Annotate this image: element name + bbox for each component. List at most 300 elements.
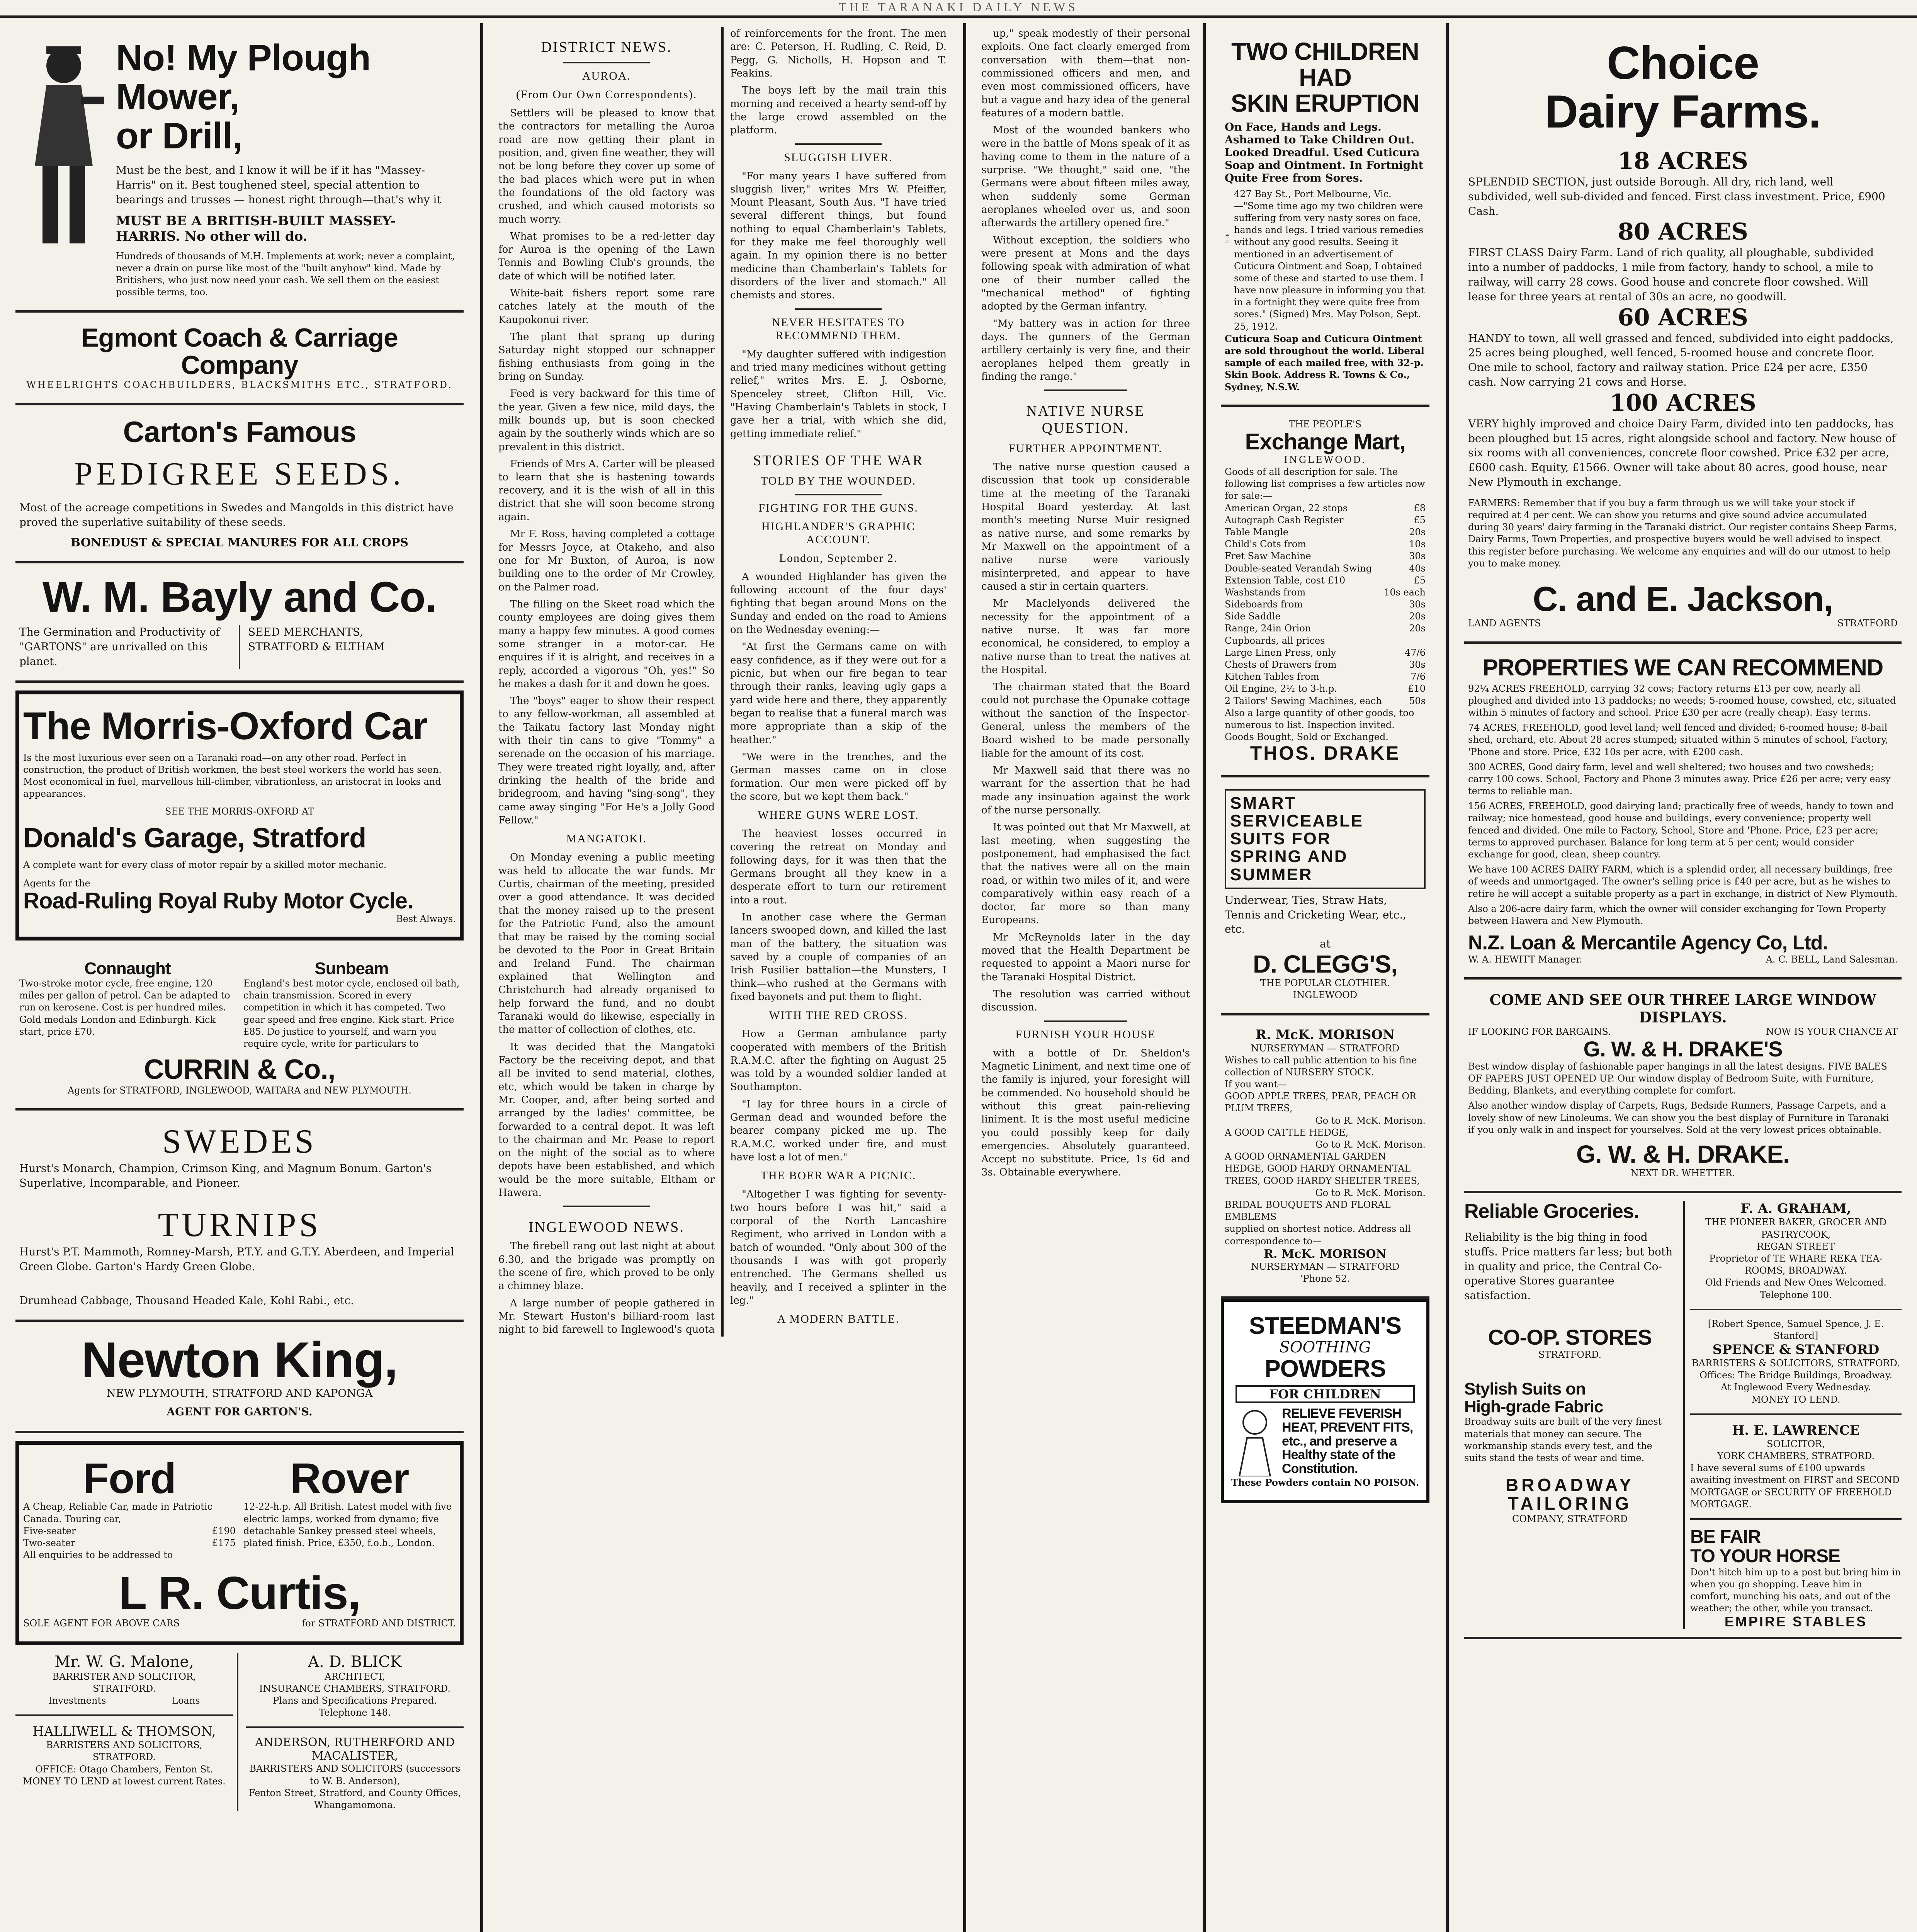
acres-80-body: FIRST CLASS Dairy Farm. Land of rich quality, all ploughable, subdivided into a number of paddocks, 1 mile from factory, handy to school, a mile to railway, will carry 28 cows. Good house and concrete floor cowshed. Will lease for three years at rental of 30s an acre, no goodwill. bbox=[1468, 246, 1874, 303]
cuticura-title-1: TWO CHILDREN HAD bbox=[1231, 37, 1419, 92]
news-columns bbox=[498, 27, 947, 1337]
malone-loans: Loans bbox=[172, 1695, 200, 1706]
garton-ad bbox=[15, 405, 464, 563]
bayly-left: The Germination and Productivity of "GARTONS" are unrivalled on this planet. bbox=[19, 626, 220, 668]
coop-town: STRATFORD. bbox=[1538, 1349, 1601, 1360]
curtis-left: SOLE AGENT FOR ABOVE CARS bbox=[23, 1618, 180, 1629]
mart-item-row bbox=[1225, 526, 1426, 538]
mart-item-price: 50s bbox=[1409, 695, 1426, 706]
modern-battle-heading: A MODERN BATTLE. bbox=[777, 1313, 900, 1326]
mart-item-name: 2 Tailors' Sewing Machines, each bbox=[1225, 695, 1382, 706]
property-listing: 74 ACRES, FREEHOLD, good level land; well fenced and divided; 6-roomed house; 8-bail shed, orchard, etc. About 28 acres stumped; situated within 5 minutes of school, Factory, 'Phone and store. Price, £32 10s per acre, with £200 cash. bbox=[1468, 722, 1888, 757]
mart-foot: Also a large quantity of other goods, too numerous to list. Inspection invited. Goods Bought, Sold or Exchanged. bbox=[1225, 707, 1414, 743]
egmont-name: Egmont Coach & Carriage Company bbox=[81, 323, 398, 380]
tailoring-name: TAILORING bbox=[1507, 1493, 1632, 1514]
anderson-line: Fenton Street, Stratford, and County Offices, Whangamomona. bbox=[248, 1787, 461, 1810]
fighting-heading: FIGHTING FOR THE GUNS. bbox=[758, 501, 918, 514]
news-paragraph: Settlers will be pleased to know that the contractors for metalling the Auroa road are now getting their plant in position, and, given fine weather, they will not be long before they cover up some of the bad places which were put in when the foundations of the old factory was crushed, and which caused motorists so much worry. bbox=[498, 107, 715, 225]
ford-five-price: £190 bbox=[212, 1525, 236, 1536]
child-figure-icon bbox=[1228, 1407, 1282, 1476]
morris-garage: Donald's Garage, Stratford bbox=[23, 822, 366, 854]
halliwell-sub: BARRISTERS AND SOLICITORS, STRATFORD. bbox=[46, 1740, 202, 1763]
mart-item-name: Extension Table, cost £10 bbox=[1225, 575, 1346, 586]
mart-town: INGLEWOOD. bbox=[1284, 454, 1366, 465]
bayly-name: W. M. Bayly and Co. bbox=[42, 573, 437, 621]
mart-item-name: Kitchen Tables from bbox=[1225, 671, 1319, 682]
garton-body: Most of the acreage competitions in Swedes and Mangolds in this district have proved the superlative suitability of these seeds. bbox=[19, 501, 454, 529]
morris-always: Best Always. bbox=[396, 913, 456, 924]
column-news bbox=[483, 27, 962, 1932]
news-paragraph: It was decided that the Mangatoki Factory be the receiving depot, and that all be invited to send material, clothes, etc, which would be taken in charge by Mr. Cooper, and, after being sorted and arranged by the ladies' committee, be forwarded to a central depot. It was left to the chairman and Mr. Pease to report on the night of the social as to where depots have been established, and which would be the more suitable, Eltham or Hawera. bbox=[498, 1041, 715, 1199]
newton-king-ad bbox=[15, 1322, 464, 1433]
spence-head: [Robert Spence, Samuel Spence, J. E. Stanford] bbox=[1708, 1318, 1884, 1341]
smart-line: SERVICEABLE bbox=[1230, 811, 1364, 831]
ford-two-label: Two-seater bbox=[23, 1537, 75, 1548]
lawrence-sub: SOLICITOR, bbox=[1767, 1438, 1825, 1449]
woman-portrait-icon bbox=[1225, 188, 1230, 289]
morison-goto: Go to R. McK. Morison. bbox=[1315, 1115, 1426, 1126]
rover-ad bbox=[243, 1456, 456, 1561]
dairy-title-2: Dairy Farms. bbox=[1545, 86, 1821, 138]
lawrence-name: H. E. LAWRENCE bbox=[1732, 1422, 1860, 1438]
news-paragraph: A wounded Highlander has given the following account of the four days' fighting that began around Mons on the Sunday and ended on the road to Amiens on the Wednesday evening:— bbox=[730, 571, 947, 636]
morison-goto: supplied on shortest notice. Address all correspondence to— bbox=[1225, 1223, 1411, 1247]
mart-lead: Goods of all description for sale. The following list comprises a few articles now for sale:— bbox=[1225, 466, 1425, 502]
rover-body: 12-22-h.p. All British. Latest model with five electric lamps, worked from dynamo; five detachable Sankey pressed steel wheels, plated finish. Price, £350, f.o.b., London. bbox=[243, 1501, 452, 1548]
mart-item-price: 30s bbox=[1409, 599, 1426, 610]
graham-line: THE PIONEER BAKER, GROCER AND PASTRYCOOK, bbox=[1705, 1217, 1886, 1240]
garton-footer: BONEDUST & SPECIAL MANURES FOR ALL CROPS bbox=[70, 536, 409, 549]
drumhead-line: Drumhead Cabbage, Thousand Headed Kale, Kohl Rabi., etc. bbox=[19, 1294, 354, 1307]
exchange-mart-ad bbox=[1221, 407, 1429, 777]
guns-lost-heading: WHERE GUNS WERE LOST. bbox=[758, 809, 919, 822]
mart-item-name: Sideboards from bbox=[1225, 599, 1303, 610]
steedman-for: FOR CHILDREN bbox=[1236, 1385, 1415, 1403]
spence-office: Offices: The Bridge Buildings, Broadway. bbox=[1699, 1370, 1892, 1381]
news-paragraph: Mr Maxwell said that there was no warrant for the assertion that he had made any insinuation against the work of the nurse personally. bbox=[981, 765, 1190, 816]
mart-item-row bbox=[1225, 599, 1426, 611]
acres-100: 100 ACRES bbox=[1609, 389, 1756, 417]
mart-item-row bbox=[1225, 622, 1426, 634]
news-paragraph: "At first the Germans came on with easy confidence, as if they were out for a picnic, but when our fire began to tear through their ranks, leaving ugly gaps a yard wide here and there, they apparently began to realise that a funeral march was more appropriate than a skip of the heather." bbox=[730, 641, 947, 746]
mart-item-name: Autograph Cash Register bbox=[1225, 514, 1344, 526]
property-listing: We have 100 ACRES DAIRY FARM, which is a splendid order, all necessary buildings, free of weeds and unmortgaged. The owner's selling price is £40 per acre, but as he wishes to retire he will accept a suitable property as a part in exchange, in district of New Plymouth. bbox=[1468, 864, 1898, 899]
mart-item-price: 10s bbox=[1409, 539, 1426, 550]
clegg-ad bbox=[1221, 777, 1429, 1015]
plough-must: MUST BE A BRITISH-BUILT MASSEY-HARRIS. No other will do. bbox=[116, 213, 396, 244]
mart-item-name: Double-seated Verandah Swing bbox=[1225, 563, 1372, 574]
mart-item-price: 47/6 bbox=[1405, 647, 1426, 658]
professional-cards bbox=[15, 1653, 464, 1811]
morison-item: A GOOD ORNAMENTAL GARDEN HEDGE, GOOD HARDY ORNAMENTAL TREES, GOOD HARDY SHELTER TREES, bbox=[1225, 1151, 1420, 1186]
smart-at: at bbox=[1320, 937, 1331, 951]
acres-18-body: SPLENDID SECTION, just outside Borough. All dry, rich land, well subdivided, well sub-divided and fenced. First class investment. Price, £900 Cash. bbox=[1468, 175, 1885, 218]
morris-repair: A complete want for every class of motor repair by a skilled motor mechanic. bbox=[23, 859, 387, 871]
morris-see: SEE THE MORRIS-OXFORD AT bbox=[165, 806, 314, 817]
morris-agents: Agents for the bbox=[23, 878, 90, 889]
property-listing: 156 ACRES, FREEHOLD, good dairying land; practically free of weeds, handy to town and railway; nice homestead, good house and buildings, every convenience; property well fenced and divided. One mile to Factory, School, Store and 'Phone. Price, £23 per acre; terms to approved purchaser. Balance for long term at 5 per cent; would consider exchange for good, clean, sheep country. bbox=[1468, 801, 1894, 860]
plough-ad bbox=[15, 27, 464, 313]
mart-item-name: Range, 24in Orion bbox=[1225, 623, 1311, 634]
morison-item: BRIDAL BOUQUETS AND FLORAL EMBLEMS bbox=[1225, 1199, 1391, 1223]
news-paragraph: The filling on the Skeet road which the county employees are doing gives them many a happy few minutes. A good comes some stranger in a motor-car. He enquires if it is alright, and receives in a reply, accorded a vigorous "Oh, yes!" So he makes a dash for it and down he goes. bbox=[498, 598, 715, 690]
stylish-title-2: High-grade Fabric bbox=[1464, 1397, 1603, 1417]
news-paragraph: Mr F. Ross, having completed a cottage for Messrs Joyce, at Otakeho, and also one for Mr Buxton, of Auroa, is now building one to the order of Mr Crowley, on the Palmer road. bbox=[498, 528, 715, 593]
sunbeam-ad bbox=[243, 960, 460, 1050]
inglewood-news-heading: INGLEWOOD NEWS. bbox=[529, 1219, 685, 1236]
smart-line: SUITS FOR bbox=[1230, 829, 1331, 849]
swedes-title: SWEDES bbox=[162, 1122, 317, 1160]
mart-item-price: 20s bbox=[1409, 526, 1426, 537]
morris-title: The Morris-Oxford Car bbox=[23, 704, 427, 748]
currin-name: CURRIN & Co., bbox=[144, 1054, 335, 1085]
drake-ad bbox=[1464, 980, 1902, 1193]
curtis-name: L R. Curtis, bbox=[119, 1567, 360, 1619]
mart-item-row bbox=[1225, 647, 1426, 659]
mart-item-name: Washstands from bbox=[1225, 587, 1306, 598]
drake-next: NEXT DR. WHETTER. bbox=[1630, 1168, 1735, 1179]
news-paragraph: "My daughter suffered with indigestion and tried many medicines without getting relief," writes Mrs. E. J. Osborne, Spenceley street, Clifton Hill, Vic. "Having Chamberlain's Tablets in stock, I gave her a trial, with which she did, getting immediate relief." bbox=[730, 348, 947, 440]
cuticura-ad bbox=[1221, 27, 1429, 407]
spence-ing: At Inglewood Every Wednesday. bbox=[1721, 1382, 1871, 1393]
news-paragraph: Mr Maclelyonds delivered the necessity for the appointment of a native nurse. It was far more economical, he considered, to employ a native nurse than to treat the natives at the Hospital. bbox=[981, 598, 1190, 676]
acres-18: 18 ACRES bbox=[1618, 148, 1748, 175]
steedman-foot: These Powders contain NO POISON. bbox=[1231, 1477, 1419, 1488]
smart-line: SPRING AND bbox=[1230, 847, 1348, 866]
properties-ad bbox=[1464, 644, 1902, 980]
news-paragraph: Mr McReynolds later in the day moved that the Health Department be requested to appoint a Maori nurse for the Taranaki Hospital District. bbox=[981, 931, 1190, 983]
morison-phone: 'Phone 52. bbox=[1300, 1273, 1350, 1284]
mart-item-row bbox=[1225, 538, 1426, 550]
malone-sub: BARRISTER AND SOLICITOR, bbox=[52, 1671, 196, 1682]
blick-line: INSURANCE CHAMBERS, STRATFORD. bbox=[259, 1683, 451, 1694]
mart-item-row bbox=[1225, 635, 1426, 647]
mart-item-price: 30s bbox=[1409, 659, 1426, 670]
property-listing: 92¼ ACRES FREEHOLD, carrying 32 cows; Factory returns £13 per cow, nearly all ploughed and divided into 13 paddocks; no weeds; 5-roomed house, cowshed, etc, situated within 5 minutes of factory and school. Price £30 per acre (really cheap). Easy terms. bbox=[1468, 683, 1896, 718]
news-paragraph: "My battery was in action for three days. The gunners of the German artillery certainly is very fine, and their aeroplanes helped them greatly in finding the range." bbox=[981, 318, 1190, 383]
rover-name: Rover bbox=[290, 1454, 409, 1502]
war-stories-heading: STORIES OF THE WAR bbox=[753, 452, 924, 469]
news-paragraph: "Altogether I was fighting for seventy-two hours before I was hit," said a corporal of the North Lancashire Regiment, who arrived in London with a batch of wounded. "Only about 300 of the thousands I was with got properly entrenched. The Germans shelled us heavily, and I received a splinter in the leg." bbox=[730, 1189, 947, 1306]
masthead: THE TARANAKI DAILY NEWS bbox=[0, 0, 1917, 18]
curtis-right: for STRATFORD AND DISTRICT. bbox=[302, 1618, 456, 1629]
smart-line: SUMMER bbox=[1230, 865, 1313, 884]
news-paragraph: The heaviest losses occurred in covering the retreat on Monday and following days, for it was then that the Germans brought all they knew in a desperate effort to turn our retirement into a rout. bbox=[730, 828, 947, 906]
mart-item-row bbox=[1225, 575, 1426, 587]
mart-item-row bbox=[1225, 514, 1426, 526]
further-appointment: FURTHER APPOINTMENT. bbox=[1009, 442, 1162, 455]
morison-name-2: R. McK. MORISON bbox=[1264, 1247, 1387, 1261]
halliwell-money: MONEY TO LEND at lowest current Rates. bbox=[23, 1776, 226, 1787]
news-paragraph: The firebell rang out last night at about 6.30, and the brigade was promptly on the scene of fire, which proved to be only a chimney blaze. bbox=[498, 1240, 715, 1292]
farmers-note: FARMERS: Remember that if you buy a farm through us we will take your stock if required at 4 per cent. We can show you returns and give sound advice accumulated during 30 years' dairy farming in the Taranaki district. Our register contains Sheep Farms, Dairy Farms, Town Properties, and prospective buyers would be well advised to inspect this register before purchasing. We welcome any enquiries and will do our utmost to help you to make money. bbox=[1468, 497, 1897, 569]
grocery-body: Reliability is the big thing in food stuffs. Price matters far less; but both in quality and price, the Central Co-operative Stores guarantee satisfaction. bbox=[1464, 1230, 1673, 1302]
swedes-body: Hurst's Monarch, Champion, Crimson King, and Magnum Bonum. Garton's Superlative, Incomparable, and Pioneer. bbox=[19, 1162, 432, 1189]
morison-if: If you want— bbox=[1225, 1079, 1287, 1090]
news-paragraph: In another case where the German lancers swooped down, and killed the last man of the battery, the situation was saved by a couple of companies of an Irish Fusilier battalion—the Munsters, I think—who rushed at the Germans with fixed bayonets and put them to flight. bbox=[730, 912, 947, 1003]
plough-footer: Hundreds of thousands of M.H. Implements at work; never a complaint, never a drain on purse like most of the "built anyhow" kind. Made by Britishers, who just now need your cash. We sell them on the easiest possible terms, too. bbox=[116, 250, 455, 298]
news-paragraph: How a German ambulance party cooperated with members of the British R.A.M.C. after the fighting on August 25 was told by a wounded soldier landed at Southampton. bbox=[730, 1028, 947, 1093]
news-paragraph: The boys left by the mail train this morning and received a hearty send-off by the large crowd assembled on the platform. bbox=[730, 85, 947, 136]
graham-line: Old Friends and New Ones Welcomed. bbox=[1705, 1277, 1886, 1288]
drake-if: IF LOOKING FOR BARGAINS. bbox=[1468, 1026, 1611, 1037]
anderson-sub: BARRISTERS AND SOLICITORS (successors to W. B. Anderson), bbox=[249, 1763, 461, 1786]
news-paragraph: with a bottle of Dr. Sheldon's Magnetic Liniment, and next time one of the family is injured, your foresight will be commended. No household should be without this great pain-relieving liniment. It is the most useful medicine you could possibly keep for daily emergencies. Absolutely guaranteed. Accept no substitute. Price, 1s 6d and 3s. Obtainable everywhere. bbox=[981, 1047, 1190, 1179]
graham-line: Proprietor of TE WHARE REKA TEA-ROOMS, BROADWAY. bbox=[1709, 1253, 1883, 1276]
nz-manager: W. A. HEWITT Manager. bbox=[1468, 954, 1582, 965]
mart-item-price: 10s each bbox=[1384, 587, 1426, 598]
morison-ad bbox=[1221, 1015, 1429, 1299]
blick-tel: Telephone 148. bbox=[319, 1707, 391, 1718]
mart-item-price: 20s bbox=[1409, 623, 1426, 634]
ford-ad bbox=[23, 1456, 236, 1561]
mart-item-name: Oil Engine, 2½ to 3-h.p. bbox=[1225, 683, 1337, 694]
steedman-ad bbox=[1221, 1299, 1429, 1503]
ford-five-label: Five-seater bbox=[23, 1525, 76, 1536]
acres-60: 60 ACRES bbox=[1618, 304, 1748, 331]
fair-title-2: TO YOUR HORSE bbox=[1690, 1546, 1840, 1567]
ford-enquiries: All enquiries to be addressed to bbox=[23, 1549, 173, 1561]
red-cross-heading: WITH THE RED CROSS. bbox=[769, 1009, 908, 1022]
news-paragraph: Without exception, the soldiers who were present at Mons and the days following speak with admiration of what one of their number called the "mechanical method" of fighting adopted by the German infantry. bbox=[981, 234, 1190, 313]
ford-name: Ford bbox=[83, 1454, 176, 1502]
acres-60-body: HANDY to town, all well grassed and fenced, subdivided into eight paddocks, 25 acres being ploughed, well fenced, 5-roomed house and concrete floor. One mile to school, factory and railway station. Price £24 per acre, £350 cash. Now carrying 21 cows and Horse. bbox=[1468, 332, 1894, 388]
dateline: London, September 2. bbox=[779, 551, 898, 565]
mangatoki-heading: MANGATOKI. bbox=[566, 832, 647, 845]
mart-item-name: American Organ, 22 stops bbox=[1225, 502, 1348, 514]
mart-item-name: Table Mangle bbox=[1225, 526, 1288, 537]
mart-item-row bbox=[1225, 587, 1426, 599]
native-nurse-heading: NATIVE NURSE QUESTION. bbox=[1026, 403, 1145, 437]
drake-name-2: G. W. & H. DRAKE. bbox=[1576, 1140, 1790, 1168]
steedman-relieve: RELIEVE FEVERISH HEAT, PREVENT FITS, etc., and preserve a Healthy state of the Constitution. bbox=[1282, 1406, 1413, 1476]
mart-item-name: Fret Saw Machine bbox=[1225, 551, 1311, 562]
news-paragraph: It was pointed out that Mr Maxwell, at last meeting, when suggesting the postponement, had emphasised the fact that the natives were all on the main road, or within two miles of it, and were comparatively within easy reach of a doctor, far more so than many Europeans. bbox=[981, 821, 1190, 926]
connaught-title: Connaught bbox=[84, 959, 171, 978]
cuticura-title-2: SKIN ERUPTION bbox=[1230, 89, 1420, 117]
mart-item-price: 20s bbox=[1409, 611, 1426, 622]
grocery-title: Reliable Groceries. bbox=[1464, 1200, 1639, 1223]
bayly-right-1: SEED MERCHANTS, bbox=[248, 626, 363, 639]
empire-name: EMPIRE STABLES bbox=[1724, 1614, 1868, 1630]
grocery-ad bbox=[1464, 1201, 1676, 1629]
currin-sub: Agents for STRATFORD, INGLEWOOD, WAITARA and NEW PLYMOUTH. bbox=[67, 1085, 412, 1096]
connaught-ad bbox=[19, 960, 236, 1050]
bayly-right-2: STRATFORD & ELTHAM bbox=[248, 640, 385, 653]
garton-title: Carton's Famous bbox=[123, 415, 356, 449]
mart-item-price: £5 bbox=[1414, 514, 1426, 526]
turnips-title: TURNIPS bbox=[158, 1206, 321, 1244]
news-paragraph: "I lay for three hours in a circle of German dead and wounded before the bearer company picked me up. The R.A.M.C. worked under fire, and must have lost a lot of men." bbox=[730, 1098, 947, 1163]
news-paragraph: The "boys" eager to show their respect to any fellow-workman, all assembled at the Taikatu factory last Monday night with their tin cans to give "Tommy" a serenade on the occasion of his marriage. They were treated right loyally, and, after drinking the health of the bride and bridegroom, and having "sing-song", they came away singing "For He's a Jolly Good Fellow." bbox=[498, 695, 715, 826]
morison-wishes: Wishes to call public attention to his fine collection of NURSERY STOCK. bbox=[1225, 1054, 1417, 1078]
mart-item-price: £10 bbox=[1408, 683, 1426, 694]
never-heading: NEVER HESITATES TO RECOMMEND THEM. bbox=[772, 316, 905, 342]
turnips-body: Hurst's P.T. Mammoth, Romney-Marsh, P.T.Y. and G.T.Y. Aberdeen, and Imperial Green Globe. Garton's Hardy Green Globe. bbox=[19, 1245, 454, 1273]
drake-name: G. W. & H. DRAKE'S bbox=[1583, 1037, 1783, 1061]
smart-list: Underwear, Ties, Straw Hats, Tennis and Cricketing Wear, etc., etc. bbox=[1225, 893, 1407, 936]
news-paragraph: Friends of Mrs A. Carter will be pleased to learn that she is hastening towards recovery, and it is the wish of all in this district that she will soon become strong again. bbox=[498, 458, 715, 523]
mart-item-price: 7/6 bbox=[1411, 671, 1426, 682]
stylish-body: Broadway suits are built of the very finest materials that money can secure. The workmanship stands every test, and the suits stand the tests of wear and time. bbox=[1464, 1416, 1662, 1463]
mart-item-row bbox=[1225, 611, 1426, 622]
morison-item: GOOD APPLE TREES, PEAR, PEACH OR PLUM TREES, bbox=[1225, 1091, 1417, 1114]
mart-item-row bbox=[1225, 683, 1426, 695]
lawrence-line: YORK CHAMBERS, STRATFORD. bbox=[1717, 1451, 1875, 1462]
fair-title-1: BE FAIR bbox=[1690, 1526, 1761, 1547]
morison-goto: Go to R. McK. Morison. bbox=[1315, 1139, 1426, 1150]
clegg-name: D. CLEGG'S, bbox=[1253, 950, 1398, 978]
property-listing: 300 ACRES, Good dairy farm, level and well sheltered; two houses and two cowsheds; carry 100 cows. School, Factory and Phone 3 minutes away. Price £26 per acre; very easy terms to reliable man. bbox=[1468, 761, 1891, 797]
mart-item-row bbox=[1225, 550, 1426, 562]
drake-body: Best window display of fashionable paper hangings in all the latest designs. FIVE BALES OF PAPERS JUST OPENED UP. Our window display of Bedroom Suite, with Furniture, Bedding, Blankets, and everything complete for comfort. bbox=[1468, 1061, 1887, 1096]
newton-agent: AGENT FOR GARTON'S. bbox=[167, 1405, 313, 1418]
halliwell-name: HALLIWELL & THOMSON, bbox=[32, 1724, 216, 1740]
lawrence-body: I have several sums of £100 upwards awaiting investment on FIRST and SECOND MORTGAGE or SECURITY OF FREEHOLD MORTGAGE. bbox=[1690, 1463, 1900, 1510]
blick-sub: ARCHITECT, bbox=[325, 1671, 385, 1682]
sluggish-heading: SLUGGISH LIVER. bbox=[784, 151, 893, 164]
morison-role: NURSERYMAN — STRATFORD bbox=[1251, 1043, 1400, 1054]
broadway-name: BROADWAY bbox=[1505, 1475, 1635, 1495]
coop-title: CO-OP. STORES bbox=[1488, 1325, 1652, 1349]
jackson-name: C. and E. Jackson, bbox=[1533, 580, 1833, 619]
anderson-name: ANDERSON, RUTHERFORD AND MACALISTER, bbox=[255, 1736, 455, 1763]
cuticura-footer: Cuticura Soap and Cuticura Ointment are sold throughout the world. Liberal sample of each mailed free, with 32-p. Skin Book. Address R. Towns & Co., Sydney, N.S.W. bbox=[1225, 333, 1424, 393]
property-listing: Also a 206-acre dairy farm, which the owner will consider exchanging for Town Property between Hawera and New Plymouth. bbox=[1468, 903, 1886, 926]
jackson-town: STRATFORD bbox=[1837, 618, 1898, 629]
morris-ad bbox=[15, 690, 464, 940]
mart-item-price: £5 bbox=[1414, 575, 1426, 586]
mart-item-price: 30s bbox=[1409, 551, 1426, 562]
mart-item-row bbox=[1225, 659, 1426, 671]
mart-item-list bbox=[1225, 502, 1426, 707]
dairy-farms-ad bbox=[1464, 27, 1902, 644]
news-paragraph: The native nurse question caused a discussion that took up considerable time at the meeting of the Taranaki Hospital Board yesterday. At last month's meeting Nurse Muir resigned as native nurse, and some remarks by Mr Maxwell on the appointment of a native nurse were variously misinterpreted, and appear to have caused a stir in certain quarters. bbox=[981, 461, 1190, 592]
plough-body: Must be the best, and I know it will be if it has "Massey-Harris" on it. Best toughened steel, special attention to bearings and trusses — honest right through—that's why it bbox=[116, 164, 441, 206]
mart-item-name: Cupboards, all prices bbox=[1225, 635, 1325, 646]
graham-tel: Telephone 100. bbox=[1760, 1289, 1832, 1300]
news-paragraph: The resolution was carried without discussion. bbox=[981, 988, 1190, 1014]
cuticura-lead: On Face, Hands and Legs. Ashamed to Take Children Out. Looked Dreadful. Used Cuticura Soap and Ointment. In Fortnight Quite Free from Sores. bbox=[1225, 120, 1424, 184]
ford-two-price: £175 bbox=[212, 1537, 236, 1548]
dairy-title-1: Choice bbox=[1606, 37, 1759, 89]
cuticura-body: 427 Bay St., Port Melbourne, Vic.—"Some time ago my two children were suffering from very nasty sores on face, hands and legs. I tried various remedies without any good results. Seeing it mentioned in an advertisement of Cuticura Ointment and Soap, I obtained some of these and started to use them. I have now pleasure in informing you that in a fortnight they were quite free from sores." (Signed) Mrs. May Polson, Sept. 25, 1912. bbox=[1234, 188, 1425, 332]
malone-investments: Investments bbox=[48, 1695, 106, 1706]
halliwell-office: OFFICE: Otago Chambers, Fenton St. bbox=[35, 1764, 213, 1775]
news-paragraph: What promises to be a red-letter day for Auroa is the opening of the Lawn Tennis and Bowling Club's grounds, the date of which will be notified later. bbox=[498, 230, 715, 282]
farmer-figure-icon bbox=[19, 39, 108, 255]
steedman-soothing: SOOTHING bbox=[1279, 1338, 1371, 1357]
news-paragraph: up," speak modestly of their personal exploits. One fact clearly emerged from conversation with them—that non-commissioned officers and men, and even most commissioned officers, have but a vague and hazy idea of the general features of a modern battle. bbox=[981, 28, 1190, 119]
clegg-town: INGLEWOOD bbox=[1293, 990, 1358, 1001]
stylish-title-1: Stylish Suits on bbox=[1464, 1379, 1586, 1398]
mart-item-price: 40s bbox=[1409, 563, 1426, 574]
fair-body: Don't hitch him up to a post but bring him in when you go shopping. Leave him in comfort, munching his oats, and out of the weather; the other, while you transact. bbox=[1690, 1566, 1901, 1614]
highlander-heading: HIGHLANDER'S GRAPHIC ACCOUNT. bbox=[761, 520, 915, 546]
clegg-sub: THE POPULAR CLOTHIER. bbox=[1260, 978, 1390, 989]
connaught-body: Two-stroke motor cycle, free engine, 120 miles per gallon of petrol. Can be adapted to run on kerosene. Cost is per hundred miles. Gold medals London and Edinburgh. Kick start, price £70. bbox=[19, 978, 230, 1037]
acres-100-body: VERY highly improved and choice Dairy Farm, divided into ten paddocks, has been ploughed but 15 acres, right alongside school and factory. New house of six rooms with all conveniences, concrete floor cowshed. Price £32 per acre, £600 cash. Equity, £1566. Owner will take about 80 acres, good house, near New Plymouth in exchange. bbox=[1468, 417, 1896, 488]
mart-item-name: Chests of Drawers from bbox=[1225, 659, 1337, 670]
news-paragraph: On Monday evening a public meeting was held to allocate the war funds. Mr Curtis, chairman of the meeting, presided over a good attendance. It was decided that the money raised up to the present for the Patriotic Fund, also the amount that may be raised by the coming social be devoted to the Poor in Great Britain and Ireland Fund. The chairman explained that Wellington and Christchurch had already organised to help forward the fund, and no doubt Taranaki would do likewise, especially in the matter of collection of clothes, etc. bbox=[498, 852, 715, 1036]
motorcycle-ads bbox=[15, 948, 464, 1111]
ford-body: A Cheap, Reliable Car, made in Patriotic Canada. Touring car, bbox=[23, 1501, 212, 1524]
plough-headline-2: or Drill, bbox=[116, 115, 243, 156]
jackson-agents: LAND AGENTS bbox=[1468, 618, 1541, 629]
district-news-heading: DISTRICT NEWS. bbox=[541, 39, 672, 55]
drake-body-2: Also another window display of Carpets, Rugs, Bedside Runners, Passage Carpets, and a lovely show of new Linoleums. We can show you the best display of Furniture in Taranaki if you only walk in and inspect for yourselves. Sold at the very lowest prices obtainable. bbox=[1468, 1100, 1889, 1135]
column-rule bbox=[1446, 23, 1449, 1932]
nz-loan-name: N.Z. Loan & Mercantile Agency Co, Ltd. bbox=[1468, 932, 1828, 954]
plough-headline: No! My Plough Mower, bbox=[116, 37, 370, 117]
news-paragraph: "For many years I have suffered from sluggish liver," writes Mrs W. Pfeiffer, Mount Pleasant, South Aus. "I have tried several different things, but found nothing to equal Chamberlain's Tablets, for they make me feel thoroughly well again. In my opinion there is no better medicine than Chamberlain's Tablets for disorders of the liver and stomach." All chemists and stores. bbox=[730, 170, 947, 301]
nz-salesman: A. C. BELL, Land Salesman. bbox=[1766, 954, 1898, 965]
graham-line: REGAN STREET bbox=[1757, 1241, 1835, 1252]
column-ads-right bbox=[1449, 27, 1917, 1932]
swedes-ad bbox=[15, 1111, 464, 1322]
morison-goto: Go to R. McK. Morison. bbox=[1315, 1187, 1426, 1198]
news-paragraph: White-bait fishers report some rare catches lately at the mouth of the Kaupokonui river. bbox=[498, 287, 715, 326]
mart-item-name: Large Linen Press, only bbox=[1225, 647, 1336, 658]
furnish-heading: FURNISH YOUR HOUSE bbox=[1015, 1028, 1156, 1041]
mart-item-row bbox=[1225, 671, 1426, 683]
steedman-title: STEEDMAN'S bbox=[1249, 1313, 1401, 1340]
own-correspondents: (From Our Own Correspondents). bbox=[516, 88, 697, 101]
news-paragraph: The plant that sprang up during Saturday night stopped our schnapper fishing enthusiasts from going in the bring on Sunday. bbox=[498, 331, 715, 383]
grocery-row bbox=[1464, 1193, 1902, 1639]
news-paragraph: A large number of people gathered in Mr. Stewart Huston's billiard-room last night to bid farewell to Inglewood's quota of reinforcements for the front. The men are: C. Peterson, H. Rudling, C. Reid, D. Pegg, G. Nicholls, H. Hopson and T. Feakins. bbox=[498, 28, 947, 1336]
column-ads-mid bbox=[1205, 27, 1445, 1932]
boer-war-heading: THE BOER WAR A PICNIC. bbox=[760, 1169, 916, 1182]
spence-name: SPENCE & STANFORD bbox=[1712, 1342, 1880, 1358]
spence-sub: BARRISTERS & SOLICITORS, STRATFORD. bbox=[1692, 1358, 1900, 1369]
malone-town: STRATFORD. bbox=[93, 1683, 156, 1694]
mart-item-price: £8 bbox=[1414, 502, 1426, 514]
newton-sub: NEW PLYMOUTH, STRATFORD AND KAPONGA bbox=[106, 1387, 373, 1400]
mart-item-row bbox=[1225, 502, 1426, 514]
morris-body: Is the most luxurious ever seen on a Taranaki road—on any other road. Perfect in construction, the product of British workmen, the best steel workers the world has seen. Most economical in fuel, marvellous hill-climber, vibrationless, an aristocrat in looks and appearances. bbox=[23, 752, 442, 799]
sunbeam-title: Sunbeam bbox=[314, 959, 389, 978]
mart-item-row bbox=[1225, 563, 1426, 575]
news-paragraph: Most of the wounded bankers who were in the battle of Mons speak of it as having come to them in the nature of a surprise. "We thought," said one, "the Germans were about fifteen miles away, when suddenly some German aeroplanes wheeled over us, and soon afterwards the artillery opened fire." bbox=[981, 124, 1190, 229]
blick-name: A. D. BLICK bbox=[308, 1653, 402, 1671]
mart-kicker: THE PEOPLE'S bbox=[1288, 418, 1362, 430]
blick-plans: Plans and Specifications Prepared. bbox=[273, 1695, 437, 1706]
news-paragraph: "We were in the trenches, and the German masses came on in close formation. Our men were picked off by the score, but we kept them back." bbox=[730, 751, 947, 803]
malone-name: Mr. W. G. Malone, bbox=[54, 1653, 194, 1671]
mart-item-name: Side Saddle bbox=[1225, 611, 1281, 622]
mart-sign: THOS. DRAKE bbox=[1250, 742, 1400, 764]
mart-item-row bbox=[1225, 695, 1426, 707]
newton-name: Newton King, bbox=[81, 1331, 398, 1388]
bayly-ad bbox=[15, 563, 464, 683]
drake-now: NOW IS YOUR CHANCE AT bbox=[1766, 1026, 1898, 1037]
graham-name: F. A. GRAHAM, bbox=[1740, 1201, 1851, 1217]
column-advertisements-left bbox=[0, 27, 479, 1932]
morison-item: A GOOD CATTLE HEDGE, bbox=[1225, 1127, 1349, 1138]
steedman-powders: POWDERS bbox=[1264, 1355, 1386, 1383]
spence-money: MONEY TO LEND. bbox=[1751, 1394, 1841, 1405]
mart-title: Exchange Mart, bbox=[1245, 429, 1405, 454]
sunbeam-body: England's best motor cycle, enclosed oil bath, chain transmission. Scored in every competition in which it has competed. Two gear speed and free engine. Kick start. Price £85. Do justice to yourself, and warn you require cycle, write for particulars to bbox=[243, 978, 460, 1049]
war-sub: TOLD BY THE WOUNDED. bbox=[760, 474, 916, 487]
news-paragraph: Feed is very backward for this time of the year. Given a few nice, mild days, the milk bounds up, but is soon checked again by the southerly winds which are so prevalent in this district. bbox=[498, 388, 715, 453]
morris-cycle: Road-Ruling Royal Ruby Motor Cycle. bbox=[23, 888, 413, 913]
news-paragraph: The chairman stated that the Board could not purchase the Opunake cottage without the sanction of the Inspector-General, unless the members of the Board wished to be made personally liable for the amount of its cost. bbox=[981, 681, 1190, 759]
acres-80: 80 ACRES bbox=[1618, 218, 1748, 246]
morison-role-2: NURSERYMAN — STRATFORD bbox=[1251, 1261, 1400, 1272]
tailoring-co: COMPANY, STRATFORD bbox=[1512, 1513, 1628, 1524]
